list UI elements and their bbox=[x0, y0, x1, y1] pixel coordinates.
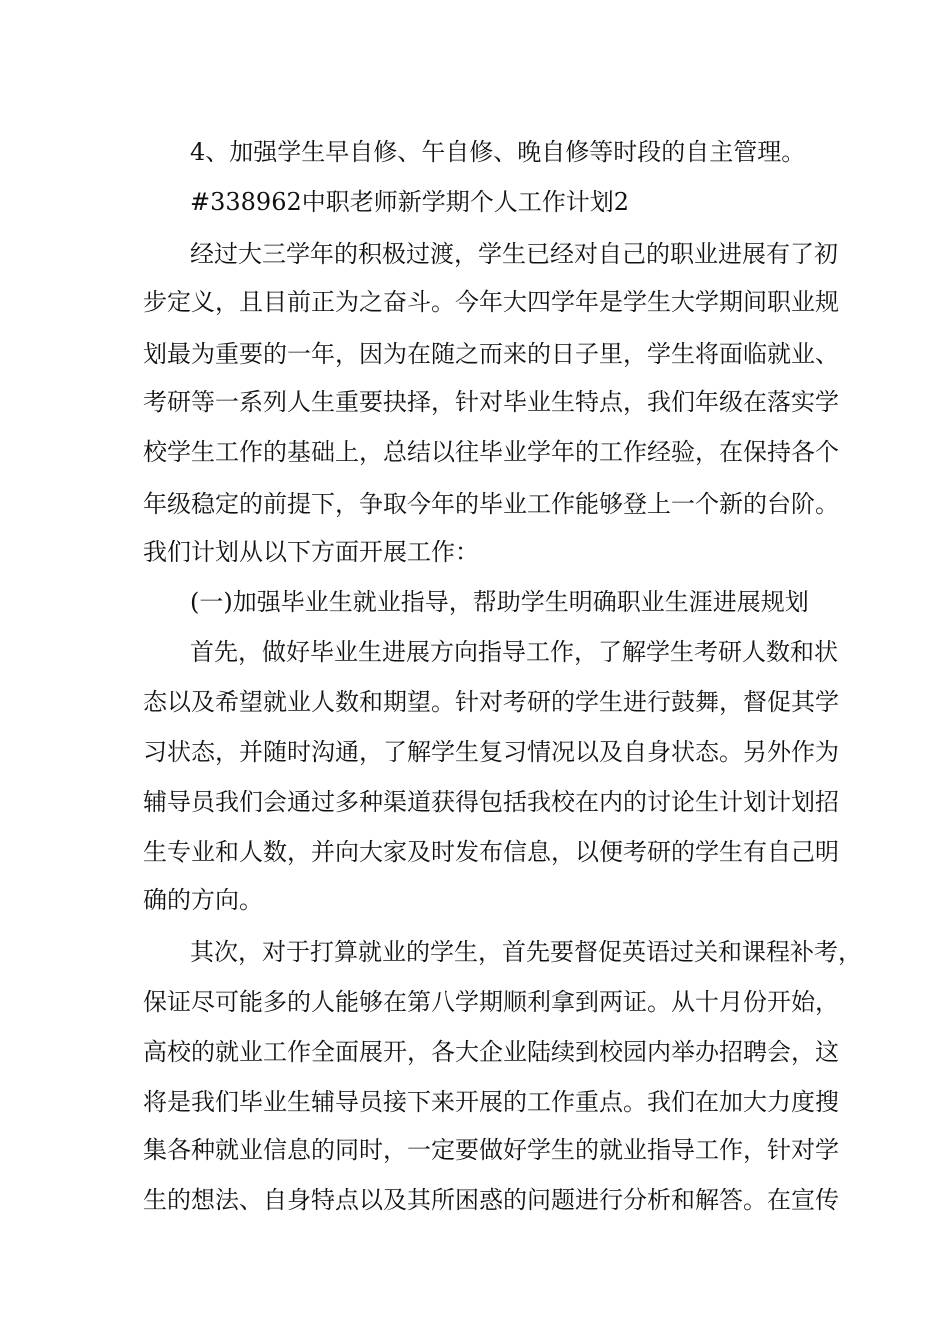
text-line: 习状态，并随时沟通，了解学生复习情况以及自身状态。另外作为 bbox=[143, 738, 839, 766]
text-line: 生专业和人数，并向大家及时发布信息，以便考研的学生有自己明 bbox=[143, 838, 839, 866]
text-line: 其次，对于打算就业的学生，首先要督促英语过关和课程补考， bbox=[190, 938, 862, 966]
text-line: 首先，做好毕业生进展方向指导工作，了解学生考研人数和状 bbox=[190, 638, 838, 666]
section-heading: #338962中职老师新学期个人工作计划2 bbox=[190, 188, 629, 216]
text-line: 保证尽可能多的人能够在第八学期顺利拿到两证。从十月份开始， bbox=[143, 988, 839, 1016]
text-line: 校学生工作的基础上，总结以往毕业学年的工作经验，在保持各个 bbox=[143, 438, 839, 466]
text-line: 将是我们毕业生辅导员接下来开展的工作重点。我们在加大力度搜 bbox=[143, 1088, 839, 1116]
text-line: 步定义，且目前正为之奋斗。今年大四学年是学生大学期间职业规 bbox=[143, 288, 839, 316]
text-line: 4、加强学生早自修、午自修、晚自修等时段的自主管理。 bbox=[190, 138, 806, 166]
text-line: 辅导员我们会通过多种渠道获得包括我校在内的讨论生计划计划招 bbox=[143, 788, 839, 816]
text-line: 年级稳定的前提下，争取今年的毕业工作能够登上一个新的台阶。 bbox=[143, 490, 839, 518]
text-line: 确的方向。 bbox=[143, 886, 263, 914]
text-line: 高校的就业工作全面展开，各大企业陆续到校园内举办招聘会，这 bbox=[143, 1038, 839, 1066]
subsection-heading: (一)加强毕业生就业指导，帮助学生明确职业生涯进展规划 bbox=[190, 588, 809, 616]
text-line: 态以及希望就业人数和期望。针对考研的学生进行鼓舞，督促其学 bbox=[143, 688, 839, 716]
text-line: 划最为重要的一年，因为在随之而来的日子里，学生将面临就业、 bbox=[143, 340, 839, 368]
text-line: 我们计划从以下方面开展工作： bbox=[143, 538, 479, 566]
text-line: 考研等一系列人生重要抉择，针对毕业生特点，我们年级在落实学 bbox=[143, 388, 839, 416]
text-line: 集各种就业信息的同时，一定要做好学生的就业指导工作，针对学 bbox=[143, 1136, 839, 1164]
text-line: 生的想法、自身特点以及其所困惑的问题进行分析和解答。在宣传 bbox=[143, 1186, 839, 1214]
text-line: 经过大三学年的积极过渡，学生已经对自己的职业进展有了初 bbox=[190, 240, 838, 268]
